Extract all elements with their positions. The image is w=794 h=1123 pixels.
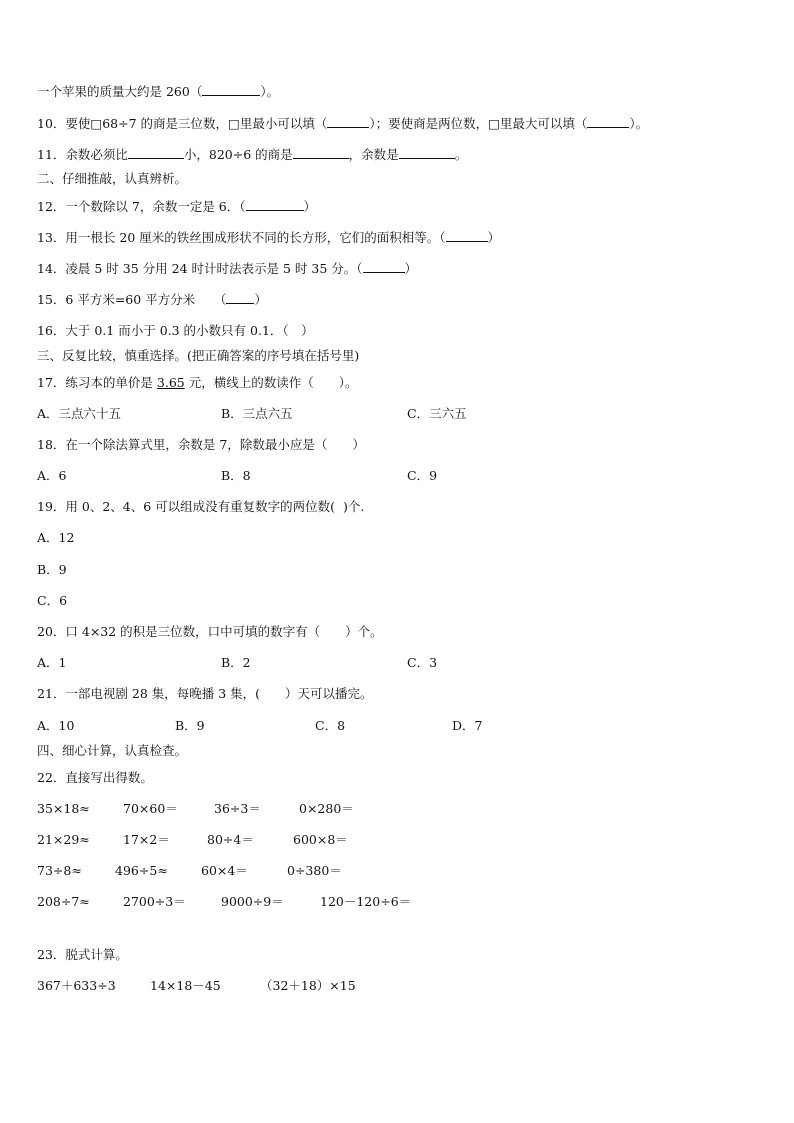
calc-item: 600×8＝ xyxy=(293,832,348,847)
question-23: 23．脱式计算。 xyxy=(37,947,128,962)
option-c[interactable]: C．9 xyxy=(407,468,438,483)
answer-blank[interactable] xyxy=(226,291,254,304)
question-10: 10．要使□68÷7 的商是三位数，□里最小可以填（ ）；要使商是两位数，□里最大可以填（ ）。 xyxy=(37,116,649,131)
calc-item: 17×2＝ xyxy=(123,832,170,847)
calc-item: 367＋633÷3 xyxy=(37,978,116,993)
answer-blank[interactable] xyxy=(327,115,369,128)
question-13: 13．用一根长 20 厘米的铁丝围成形状不同的长方形，它们的面积相等。（ ） xyxy=(37,230,501,245)
calc-item: 73÷8≈ xyxy=(37,863,82,878)
answer-blank[interactable] xyxy=(293,146,349,159)
answer-blank[interactable] xyxy=(363,260,405,273)
calc-item: 80÷4＝ xyxy=(207,832,254,847)
question-17: 17．练习本的单价是 3.65 元，横线上的数读作（ ）。 xyxy=(37,375,358,390)
answer-blank[interactable] xyxy=(202,83,260,96)
calc-item: 36÷3＝ xyxy=(214,801,261,816)
answer-blank[interactable] xyxy=(446,229,488,242)
answer-blank[interactable] xyxy=(587,115,629,128)
option-b[interactable]: B．三点六五 xyxy=(221,406,293,421)
calc-item: 496÷5≈ xyxy=(115,863,168,878)
question-20: 20．口 4×32 的积是三位数，口中可填的数字有（ ）个。 xyxy=(37,624,383,639)
answer-blank[interactable] xyxy=(399,146,455,159)
calc-item: 21×29≈ xyxy=(37,832,90,847)
calc-item: 9000÷9＝ xyxy=(221,894,284,909)
option-b[interactable]: B．9 xyxy=(37,562,67,577)
calc-item: 60×4＝ xyxy=(201,863,248,878)
option-b[interactable]: B．2 xyxy=(221,655,251,670)
option-c[interactable]: C．三六五 xyxy=(407,406,467,421)
calc-item: 0÷380＝ xyxy=(287,863,342,878)
question-apple-mass: 一个苹果的质量大约是 260（ ）。 xyxy=(37,84,280,99)
option-c[interactable]: C．8 xyxy=(315,718,346,733)
section-3-heading: 三、反复比较，慎重选择。(把正确答案的序号填在括号里) xyxy=(37,348,360,363)
section-4-heading: 四、细心计算，认真检查。 xyxy=(37,743,188,758)
option-d[interactable]: D．7 xyxy=(452,718,483,733)
calc-item: 70×60＝ xyxy=(123,801,178,816)
question-22: 22．直接写出得数。 xyxy=(37,770,153,785)
question-11: 11．余数必须比 小，820÷6 的商是 ，余数是 。 xyxy=(37,147,468,162)
question-18: 18．在一个除法算式里，余数是 7，除数最小应是（ ） xyxy=(37,437,365,452)
answer-blank[interactable] xyxy=(246,198,304,211)
answer-blank[interactable] xyxy=(128,146,184,159)
calc-item: 14×18－45 xyxy=(150,978,221,993)
option-a[interactable]: A．10 xyxy=(37,718,75,733)
calc-item: 120－120÷6＝ xyxy=(320,894,412,909)
option-b[interactable]: B．8 xyxy=(221,468,251,483)
question-19: 19．用 0、2、4、6 可以组成没有重复数字的两位数( )个. xyxy=(37,499,365,514)
question-12: 12．一个数除以 7，余数一定是 6．（ ） xyxy=(37,199,317,214)
option-a[interactable]: A．6 xyxy=(37,468,67,483)
option-c[interactable]: C．6 xyxy=(37,593,68,608)
calc-item: （32＋18）×15 xyxy=(260,978,356,993)
option-a[interactable]: A．三点六十五 xyxy=(37,406,122,421)
option-c[interactable]: C．3 xyxy=(407,655,438,670)
question-21: 21．一部电视剧 28 集，每晚播 3 集，( ）天可以播完。 xyxy=(37,686,373,701)
calc-item: 0×280＝ xyxy=(299,801,354,816)
calc-item: 208÷7≈ xyxy=(37,894,90,909)
question-14: 14．凌晨 5 时 35 分用 24 时计时法表示是 5 时 35 分。（ ） xyxy=(37,261,418,276)
section-2-heading: 二、仔细推敲，认真辨析。 xyxy=(37,171,188,186)
calc-item: 2700÷3＝ xyxy=(123,894,186,909)
option-b[interactable]: B．9 xyxy=(175,718,205,733)
option-a[interactable]: A．12 xyxy=(37,530,75,545)
question-16: 16．大于 0.1 而小于 0.3 的小数只有 0.1．（ ） xyxy=(37,323,314,338)
question-15: 15．6 平方米=60 平方分米 （ ） xyxy=(37,292,267,307)
calc-item: 35×18≈ xyxy=(37,801,90,816)
option-a[interactable]: A．1 xyxy=(37,655,67,670)
